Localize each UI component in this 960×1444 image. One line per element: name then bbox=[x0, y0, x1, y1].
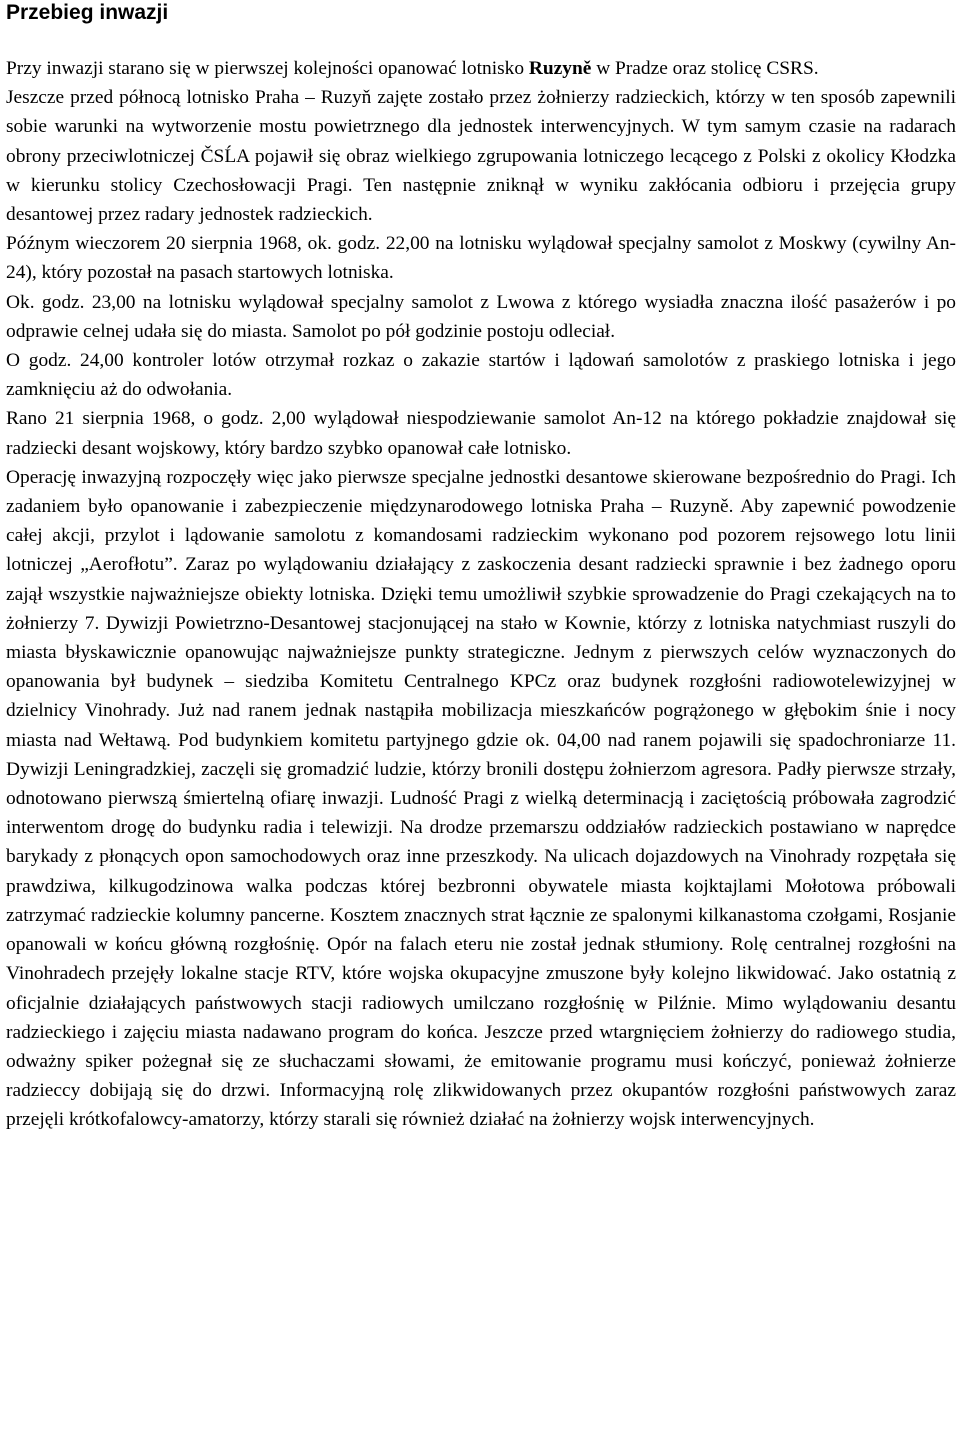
paragraph-airport-closed: O godz. 24,00 kontroler lotów otrzymał rozkaz o zakazie startów i lądowań samolotów z praskiego lotniska i jego zamknięciu aż do odwołania. bbox=[6, 350, 956, 401]
paragraph-intro bbox=[6, 54, 956, 83]
paragraph-intro-before: Przy inwazji starano się w pierwszej kolejności opanować lotnisko bbox=[6, 58, 529, 79]
paragraph-operation: Operację inwazyjną rozpoczęły więc jako pierwsze specjalne jednostki desantowe skierowane bezpośrednio do Pragi. Ich zadaniem było opanowanie i zabezpieczenie międzynarodowego lotniska Praha – Ruzyně. Aby zapewnić powodzenie całej akcji, przylot i lądowanie samolotu z komandosami radzieckim wykonano pod pozorem rejsowego lotu linii lotniczej „Aerofłotu”. Zaraz po wylądowaniu działający z zaskoczenia desant radziecki sprawnie i bez żadnego oporu zajął wszystkie najważniejsze obiekty lotniska. Dzięki temu umożliwił szybkie sprowadzenie do Pragi czekających na to żołnierzy 7. Dywizji Powietrzno-Desantowej stacjonującej na stało w Kownie, którzy z lotniska natychmiast ruszyli do miasta błyskawicznie opanowując najważniejsze punkty strategiczne. Jednym z pierwszych celów wyznaczonych do opanowania był budynek – siedziba Komitetu Centralnego KPCz oraz budynek rozgłośni radiowotelewizyjnej w dzielnicy Vinohrady. Już nad ranem jednak nastąpiła mobilizacja mieszkańców pogrążonego w głębokim śnie i nocy miasta nad Wełtawą. Pod budynkiem komitetu partyjnego gdzie ok. 04,00 nad ranem pojawili się spadochroniarze 11. Dywizji Leningradzkiej, zaczęli się gromadzić ludzie, którzy bronili dostępu żołnierzom agresora. Padły pierwsze strzały, odnotowano pierwszą śmiertelną ofiarę inwazji. Ludność Pragi z wielką determinacją i zaciętością próbowała zagrodzić interwentom drogę do budynku radia i telewizji. Na drodze przemarszu oddziałów radzieckich postawiano w naprędce barykady z płonących opon samochodowych oraz inne przeszkody. Na ulicach dojazdowych na Vinohrady rozpętała się prawdziwa, kilkugodzinowa walka podczas której bezbronni obywatele miasta kojktajlami Mołotowa próbowali zatrzymać radzieckie kolumny pancerne. Kosztem znacznych strat łącznie ze spalonymi kilkanastoma czołgami, Rosjanie opanowali w końcu główną rozgłośnię. Opór na falach eteru nie został jednak stłumiony. Rolę centralnej rozgłośni na Vinohradech przejęły lokalne stacje RTV, które wojska okupacyjne zmuszone były kolejno likwidować. Jako ostatnią z oficjalnie działających państwowych stacji radiowych umilczano rozgłośnię w Pilźnie. Mimo wylądowaniu desantu radzieckiego i zajęciu miasta nadawano program do końca. Jeszcze przed wtargnięciem żołnierzy do radiowego studia, odważny spiker pożegnał się ze słuchaczami słowami, że emitowanie programu musi kończyć, ponieważ żołnierze radzieccy dobijają się do drzwi. Informacyjną rolę zlikwidowanych przez okupantów rozgłośni państwowych zaraz przejęli krótkofalowcy-amatorzy, którzy starali się również działać na żołnierzy wojsk interwencyjnych. bbox=[6, 466, 956, 1131]
paragraph-airport-seized: Jeszcze przed północą lotnisko Praha – Ruzyň zajęte zostało przez żołnierzy radzieckich, którzy w ten sposób zapewnili sobie warunki na wytworzenie mostu powietrznego dla jednostek interwencyjnych. W tym samym czasie na radarach obrony przeciwlotniczej ČSĹA pojawił się obraz wielkiego zgrupowania lotniczego lecącego z Polski z okolicy Kłodzka w kierunku stolicy Czechosłowacji Pragi. Ten następnie zniknął w wyniku zakłócania odbioru i przejęcia grupy desantowej przez radary jednostek radzieckich. bbox=[6, 87, 956, 226]
document-page bbox=[6, 0, 956, 1135]
paragraph-moscow-plane: Późnym wieczorem 20 sierpnia 1968, ok. godz. 22,00 na lotnisku wylądował specjalny samolot z Moskwy (cywilny An-24), który pozostał na pasach startowych lotniska. bbox=[6, 233, 956, 284]
paragraph-intro-after: w Pradze oraz stolicę CSRS. bbox=[591, 58, 819, 79]
airport-name-bold: Ruzyně bbox=[528, 58, 592, 79]
paragraph-an12-landing: Rano 21 sierpnia 1968, o godz. 2,00 wylądował niespodziewanie samolot An-12 na którego pokładzie znajdował się radziecki desant wojskowy, który bardzo szybko opanował całe lotnisko. bbox=[6, 408, 956, 459]
paragraph-lwow-plane: Ok. godz. 23,00 na lotnisku wylądował specjalny samolot z Lwowa z którego wysiadła znaczna ilość pasażerów i po odprawie celnej udała się do miasta. Samolot po pół godzinie postoju odleciał. bbox=[6, 291, 956, 342]
document-title: Przebieg inwazji bbox=[6, 1, 169, 24]
document-body bbox=[6, 54, 956, 1135]
